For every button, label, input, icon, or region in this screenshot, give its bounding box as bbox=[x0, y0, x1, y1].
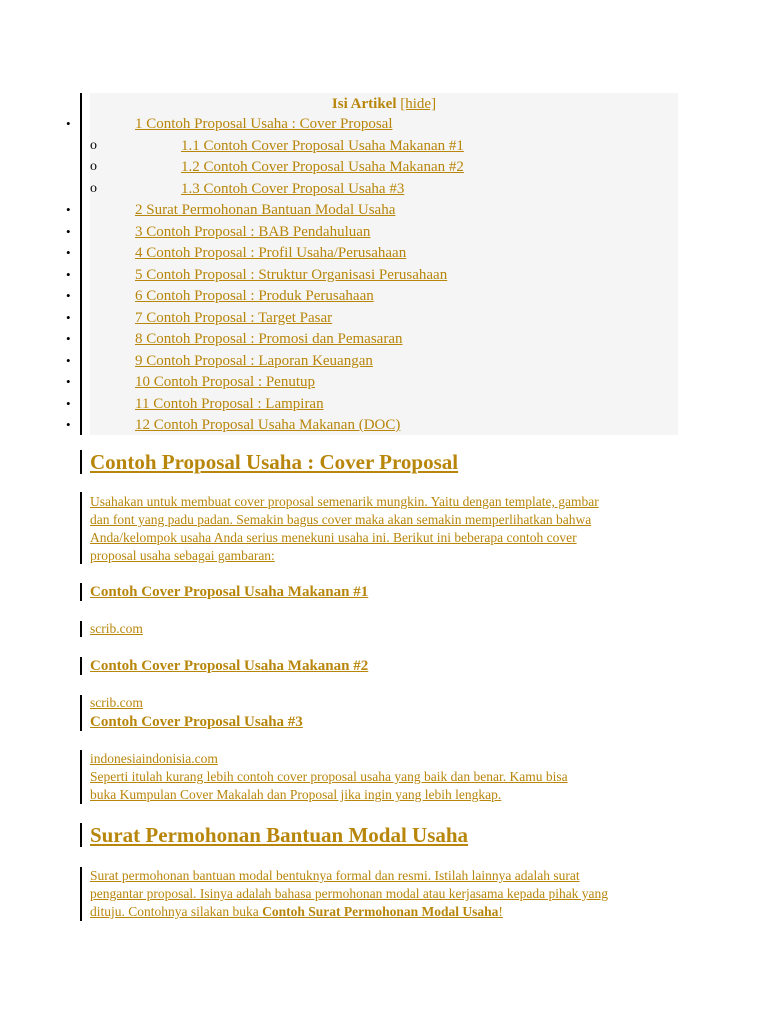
source-link-3[interactable]: indonesiaindonisia.com bbox=[90, 751, 218, 766]
toc-disc-bullet: • bbox=[66, 202, 71, 217]
toc-disc-bullet: • bbox=[66, 374, 71, 389]
toc-item-link[interactable]: 9 Contoh Proposal : Laporan Keuangan bbox=[135, 352, 373, 369]
source-link-2[interactable]: scrib.com bbox=[90, 695, 143, 710]
toc-item-link[interactable]: 3 Contoh Proposal : BAB Pendahuluan bbox=[135, 223, 371, 240]
paragraph-line bbox=[90, 903, 680, 921]
toc-item-link[interactable]: 11 Contoh Proposal : Lampiran bbox=[135, 395, 324, 412]
section-rule bbox=[80, 823, 82, 847]
toc-item-link[interactable]: 6 Contoh Proposal : Produk Perusahaan bbox=[135, 288, 374, 304]
toc-item-link[interactable]: 4 Contoh Proposal : Profil Usaha/Perusahaan bbox=[135, 245, 407, 261]
toc-disc-bullet: • bbox=[66, 288, 71, 303]
toc-disc-bullet: • bbox=[66, 266, 71, 282]
section-rule bbox=[80, 621, 82, 637]
toc-item-link[interactable]: 2 Surat Permohonan Bantuan Modal Usaha bbox=[135, 202, 396, 218]
toc-item-link[interactable]: 1 Contoh Proposal Usaha : Cover Proposal bbox=[135, 116, 393, 132]
toc-item-link[interactable]: 12 Contoh Proposal Usaha Makanan (DOC) bbox=[135, 417, 401, 433]
section2-heading[interactable]: Surat Permohonan Bantuan Modal Usaha bbox=[90, 823, 469, 847]
sub-heading-1[interactable]: Contoh Cover Proposal Usaha Makanan #1 bbox=[90, 584, 369, 600]
paragraph-line[interactable]: buka Kumpulan Cover Makalah dan Proposal jika ingin yang lebih lengkap. bbox=[90, 787, 502, 802]
section-rule bbox=[80, 867, 82, 921]
toc-circle-bullet: o bbox=[90, 159, 97, 174]
section1-heading[interactable]: Contoh Proposal Usaha : Cover Proposal bbox=[90, 450, 459, 474]
toc-disc-bullet: • bbox=[66, 352, 71, 368]
paragraph-line: Anda/kelompok usaha Anda serius menekuni usaha ini. Berikut ini beberapa contoh cover bbox=[90, 530, 577, 545]
source-link-1[interactable]: scrib.com bbox=[90, 621, 143, 636]
toc-title-label: Isi Artikel bbox=[331, 96, 397, 112]
toc-item-link[interactable]: 7 Contoh Proposal : Target Pasar bbox=[135, 309, 333, 326]
section2-paragraph bbox=[90, 867, 680, 921]
toc-disc-bullet: • bbox=[66, 116, 71, 131]
paragraph-line: pengantar proposal. Isinya adalah bahasa permohonan modal atau kerjasama kepada pihak yang bbox=[90, 886, 609, 901]
paragraph-text: dituju. Contohnya silakan buka bbox=[90, 904, 263, 919]
section-rule bbox=[80, 450, 82, 474]
toc-item-link[interactable]: 1.3 Contoh Cover Proposal Usaha #3 bbox=[181, 180, 405, 197]
toc-hide-link[interactable]: [hide] bbox=[400, 96, 437, 112]
section-rule bbox=[80, 492, 82, 564]
paragraph-line: proposal usaha sebagai gambaran: bbox=[90, 548, 275, 563]
paragraph-line: Seperti itulah kurang lebih contoh cover proposal usaha yang baik dan benar. Kamu bisa bbox=[90, 769, 568, 784]
toc-circle-bullet: o bbox=[90, 137, 97, 153]
paragraph-line: dan font yang padu padan. Semakin bagus cover maka akan semakin memperlihatkan bahwa bbox=[90, 512, 592, 527]
toc-title bbox=[90, 94, 678, 114]
paragraph-line: Surat permohonan bantuan modal bentuknya formal dan resmi. Istilah lainnya adalah surat bbox=[90, 868, 580, 883]
toc-disc-bullet: • bbox=[66, 395, 71, 411]
toc-disc-bullet: • bbox=[66, 331, 71, 346]
toc-item-link[interactable]: 5 Contoh Proposal : Struktur Organisasi Perusahaan bbox=[135, 266, 448, 283]
section-rule bbox=[80, 583, 82, 601]
toc-disc-bullet: • bbox=[66, 309, 71, 325]
section-rule bbox=[80, 657, 82, 675]
sub-heading-3[interactable]: Contoh Cover Proposal Usaha #3 bbox=[90, 714, 303, 730]
toc-disc-bullet: • bbox=[66, 245, 71, 260]
toc-disc-bullet: • bbox=[66, 223, 71, 239]
toc-disc-bullet: • bbox=[66, 417, 71, 432]
surat-permohonan-link[interactable]: Contoh Surat Permohonan Modal Usaha bbox=[262, 904, 499, 919]
section-rule bbox=[80, 750, 82, 804]
toc-item-link[interactable]: 1.2 Contoh Cover Proposal Usaha Makanan #2 bbox=[181, 159, 464, 175]
closing-paragraph bbox=[90, 768, 680, 804]
toc-item-link[interactable]: 8 Contoh Proposal : Promosi dan Pemasaran bbox=[135, 331, 403, 347]
toc-item-link[interactable]: 10 Contoh Proposal : Penutup bbox=[135, 374, 316, 390]
toc-item-link[interactable]: 1.1 Contoh Cover Proposal Usaha Makanan #1 bbox=[181, 137, 464, 154]
toc-circle-bullet: o bbox=[90, 180, 97, 196]
section1-paragraph bbox=[90, 493, 680, 565]
paragraph-line: Usahakan untuk membuat cover proposal semenarik mungkin. Yaitu dengan template, gambar bbox=[90, 494, 599, 509]
paragraph-suffix: ! bbox=[498, 904, 503, 919]
toc-left-rule bbox=[80, 93, 82, 435]
sub-heading-2[interactable]: Contoh Cover Proposal Usaha Makanan #2 bbox=[90, 658, 369, 674]
section-rule bbox=[80, 695, 82, 731]
